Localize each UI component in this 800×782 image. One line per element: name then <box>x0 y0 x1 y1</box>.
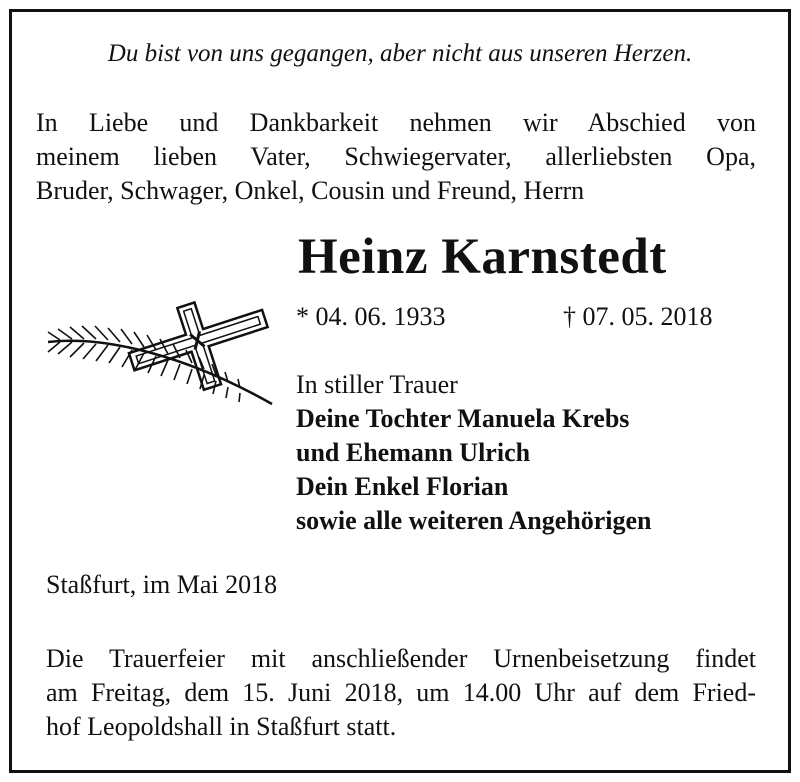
mourner-line: sowie alle weiteren Angehörigen <box>296 506 652 535</box>
place-date: Staßfurt, im Mai 2018 <box>46 570 278 599</box>
mourner-line: Dein Enkel Florian <box>296 472 509 501</box>
mourner-line: und Ehemann Ulrich <box>296 438 531 467</box>
intro-line: In Liebe und Dankbarkeit nehmen wir Abschied von <box>36 108 756 137</box>
death-date: † 07. 05. 2018 <box>563 302 713 331</box>
intro-text <box>36 106 756 208</box>
mourners-heading: In stiller Trauer <box>296 370 458 399</box>
birth-date: * 04. 06. 1933 <box>296 302 446 331</box>
intro-line: meinem lieben Vater, Schwiegervater, allerliebsten Opa, <box>36 142 756 171</box>
motto: Du bist von uns gegangen, aber nicht aus unseren Herzen. <box>107 40 693 67</box>
service-line: hof Leopoldshall in Staßfurt statt. <box>46 712 397 741</box>
deceased-name: Heinz Karnstedt <box>298 229 667 285</box>
intro-line: Bruder, Schwager, Onkel, Cousin und Freund, Herrn <box>36 176 585 205</box>
mourner-line: Deine Tochter Manuela Krebs <box>296 404 630 433</box>
service-line: am Freitag, dem 15. Juni 2018, um 14.00 Uhr auf dem Fried- <box>46 678 756 707</box>
service-info <box>46 642 756 744</box>
mourners-block <box>296 368 652 538</box>
service-line: Die Trauerfeier mit anschließender Urnenbeisetzung findet <box>46 644 756 673</box>
cross-with-palm-branch-icon <box>40 292 280 412</box>
